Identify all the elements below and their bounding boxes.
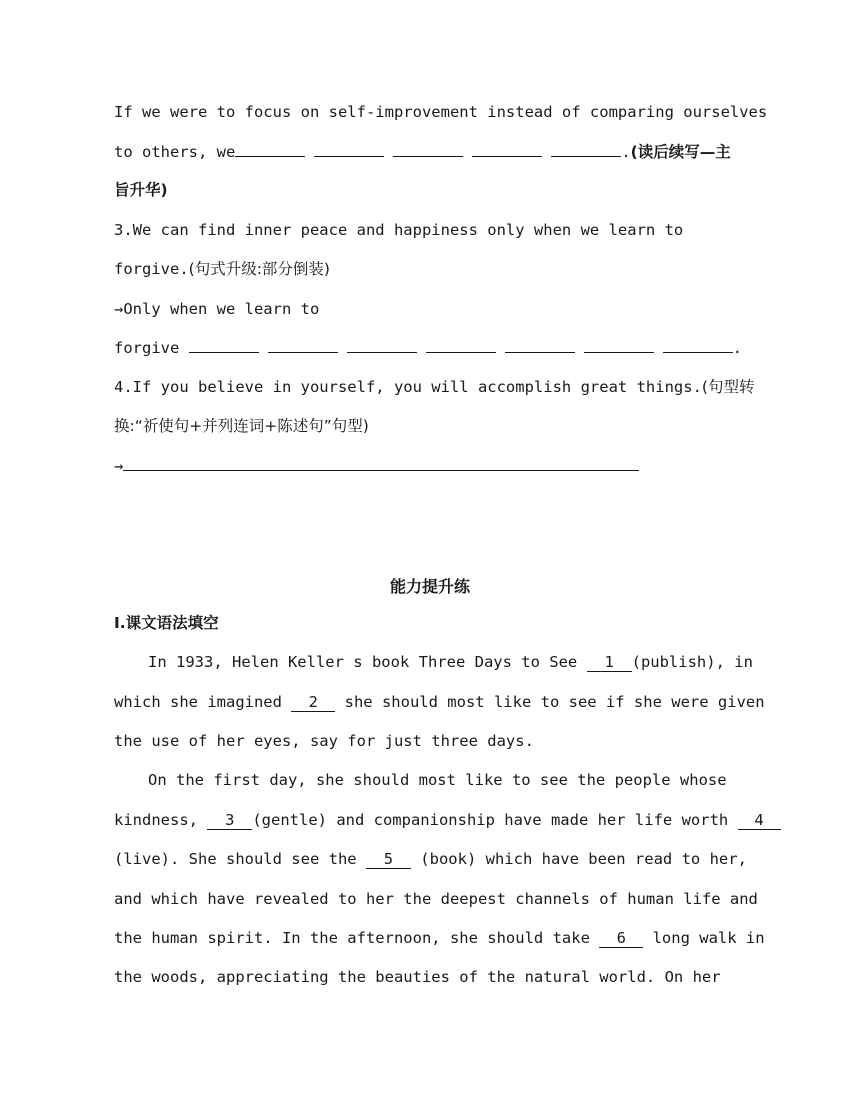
ex4-answer-line: [114, 456, 639, 476]
passage-line: [114, 810, 781, 830]
answer-blank[interactable]: [551, 142, 621, 157]
answer-blank[interactable]: [505, 338, 575, 353]
answer-blank[interactable]: [189, 338, 259, 353]
ex2-note-cont: 旨升华): [114, 181, 168, 199]
passage-text: (gentle) and companionship have made her life worth: [252, 811, 738, 829]
passage-text: (publish), in: [631, 653, 753, 671]
ex3-note: (句式升级:部分倒装): [188, 260, 330, 278]
section-subtitle: Ⅰ.课文语法填空: [114, 614, 219, 632]
passage-line: On the first day, she should most like to see the people whose: [148, 771, 727, 789]
ex3-line2-en: forgive.: [114, 260, 189, 278]
ex2-line2-text: to others, we: [114, 143, 236, 161]
blank-1[interactable]: 1: [587, 653, 632, 672]
ex4-line1-en: 4.If you believe in yourself, you will accomplish great things.: [114, 378, 702, 396]
answer-blank[interactable]: [584, 338, 654, 353]
blank-3[interactable]: 3: [207, 811, 252, 830]
passage-text: kindness,: [114, 811, 208, 829]
ex3-line3: →Only when we learn to: [114, 300, 320, 318]
answer-blank[interactable]: [472, 142, 542, 157]
answer-blank[interactable]: [314, 142, 384, 157]
answer-blank[interactable]: [268, 338, 338, 353]
ex4-note: (句型转: [701, 378, 755, 396]
ex3-line4-end: .: [732, 339, 742, 357]
ex2-line2-end: .: [621, 143, 631, 161]
answer-blank[interactable]: [235, 142, 305, 157]
ex2-note: (读后续写—主: [630, 143, 731, 161]
passage-text: In 1933, Helen Keller s book Three Days to See: [148, 653, 587, 671]
ex2-line1: If we were to focus on self-improvement instead of comparing ourselves: [114, 103, 768, 121]
blank-5[interactable]: 5: [366, 850, 411, 869]
passage-text: which she imagined: [114, 693, 292, 711]
passage-text: (book) which have been read to her,: [410, 850, 747, 868]
answer-blank[interactable]: [347, 338, 417, 353]
passage-line: the woods, appreciating the beauties of the natural world. On her: [114, 968, 721, 986]
answer-blank[interactable]: [393, 142, 463, 157]
ex3-line4-text: forgive: [114, 339, 189, 357]
answer-blank[interactable]: [663, 338, 733, 353]
passage-line: the use of her eyes, say for just three days.: [114, 732, 534, 750]
ex4-line1: [114, 377, 754, 397]
arrow-icon: →: [114, 457, 124, 475]
passage-line: [114, 928, 765, 948]
answer-blank[interactable]: [426, 338, 496, 353]
blank-4[interactable]: 4: [738, 811, 781, 830]
blank-2[interactable]: 2: [291, 693, 335, 712]
passage-line: [114, 849, 747, 869]
passage-text: she should most like to see if she were given: [335, 693, 765, 711]
ex2-line2: [114, 142, 731, 162]
ex3-line4: [114, 338, 742, 358]
passage-text: (live). She should see the: [114, 850, 366, 868]
passage-text: the human spirit. In the afternoon, she should take: [114, 929, 600, 947]
blank-6[interactable]: 6: [599, 929, 643, 948]
passage-line: and which have revealed to her the deepest channels of human life and: [114, 890, 758, 908]
answer-long-blank[interactable]: [123, 456, 639, 471]
section-title: 能力提升练: [389, 577, 470, 596]
passage-line: [148, 652, 753, 672]
passage-text: long walk in: [643, 929, 765, 947]
ex3-line1: 3.We can find inner peace and happiness only when we learn to: [114, 221, 684, 239]
ex4-line2: 换:“祈使句+并列连词+陈述句”句型): [114, 417, 369, 435]
passage-line: [114, 692, 765, 712]
ex3-line2: [114, 259, 330, 279]
